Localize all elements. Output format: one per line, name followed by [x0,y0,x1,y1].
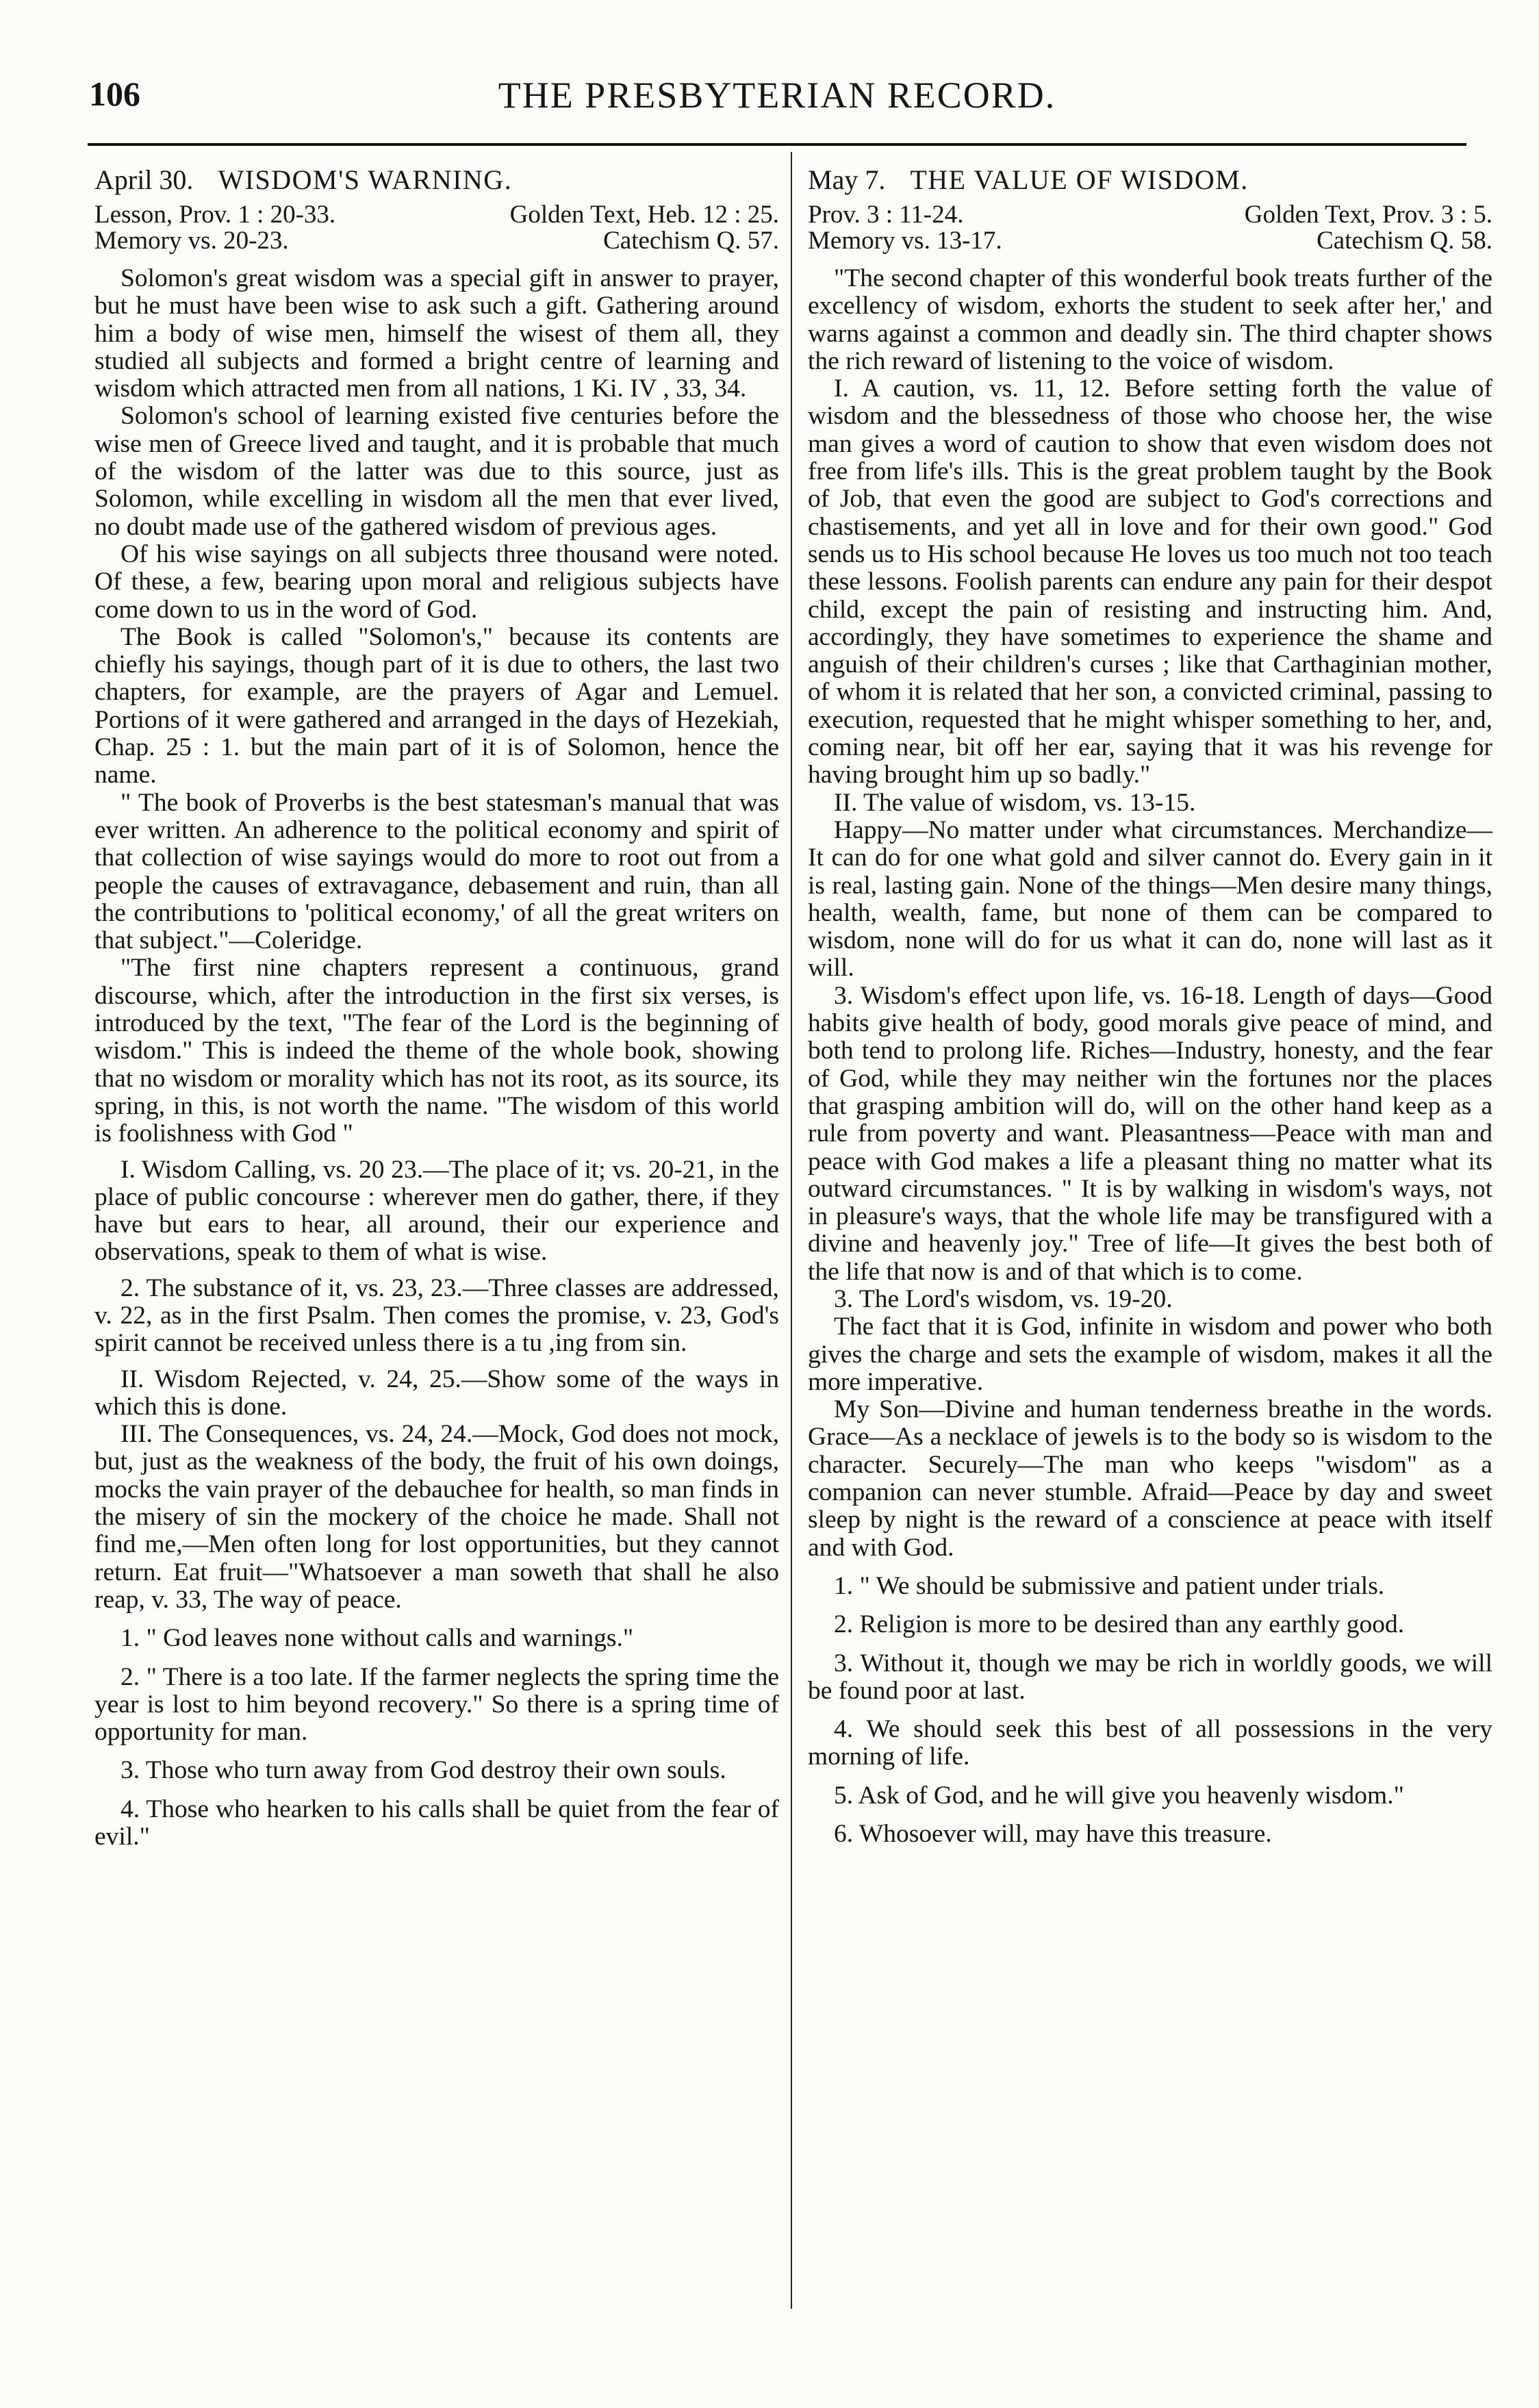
paragraph: II. The value of wisdom, vs. 13-15. [834,788,1196,817]
list-item: 6. Whosoever will, may have this treasure. [834,1820,1272,1849]
list-item: 2. Religion is more to be desired than any earthly good. [834,1610,1405,1639]
lesson-date: May 7. [808,164,886,195]
list-item: 5. Ask of God, and he will give you heavenly wisdom." [834,1781,1404,1810]
list-item: 1. " God leaves none without calls and warnings." [120,1624,634,1653]
list-item: 4. We should seek this best of all possessions in the very morning of life. [808,1715,1492,1771]
lesson-heading [808,161,1492,199]
list-item: 3. Those who turn away from God destroy their own souls. [120,1756,726,1785]
paragraph: "The first nine chapters represent a continuous, grand discourse, which, after the introduction in the first six verses, is introduced by the text, "The fear of the Lord is the beginning of wisdom." This is indeed the theme of the whole book, showing that no wisdom or morality which has not its root, as its source, its spring, in this, is not worth the name. "The wisdom of this world is foolishness with God " [94,954,779,1148]
lesson-title: THE VALUE OF WISDOM. [910,164,1249,195]
paragraph: " The book of Proverbs is the best statesman's manual that was ever written. An adherence to the political economy and spirit of that collection of wise sayings would do more to root out from a people the causes of extravagance, debasement and ruin, than all the contributions to 'political economy,' of all the great writers on that subject."—Coleridge. [94,788,779,955]
paragraph: Happy—No matter under what circumstances. Merchandize—It can do for one what gold and silver cannot do. Every gain in it is real, lasting gain. None of the things—Men desire many things, health, wealth, fame, but none of them can be compared to wisdom, none will do for us what it can do, none will last as it will. [808,815,1492,983]
paragraph: I. A caution, vs. 11, 12. Before setting forth the value of wisdom and the blessedness of those who choose her, the wise man gives a word of caution to show that even wisdom does not free from life's ills. This is the great problem taught by the Book of Job, that even the good are subject to God's corrections and chastisements, and yet all in love and for their own good." God sends us to His school because He loves us too much not too teach these lessons. Foolish parents can endure any pain for their despot child, except the pain of resisting and instructing him. And, accordingly, they have sometimes to experience the shame and anguish of their children's curses ; like that Carthaginian mother, of whom it is related that her son, a convicted criminal, passing to execution, requested that he might whisper something to her, and, coming near, bit off her ear, saying that it was his revenge for having brought him up so badly." [808,375,1492,789]
lesson-reference: Lesson, Prov. 1 : 20-33. [94,201,336,229]
golden-text: Golden Text, Prov. 3 : 5. [1244,201,1492,229]
lesson-reference: Prov. 3 : 11-24. [808,201,964,229]
right-column [808,161,1492,1848]
journal-title: THE PRESBYTERIAN RECORD. [498,75,1056,116]
list-item: 1. " We should be submissive and patient under trials. [834,1571,1385,1600]
list-item: 3. Without it, though we may be rich in worldly goods, we will be found poor at last. [808,1649,1492,1705]
left-column [94,161,779,1851]
memory-verses: Memory vs. 20-23. [94,227,289,255]
column-divider [791,152,792,2309]
paragraph: III. The Consequences, vs. 24, 24.—Mock, God does not mock, but, just as the weakness of the body, the fruit of his own doings, mocks the vain prayer of the debauchee for health, so man finds in the misery of sin the mockery of the choice he made. Shall not find me,—Men often long for lost opportunities, but they cannot return. Eat fruit—"Whatsoever a man soweth that shall he also reap, v. 33, The way of peace. [94,1420,779,1614]
lesson-date: April 30. [94,164,194,195]
paragraph: Solomon's great wisdom was a special gift in answer to prayer, but he must have been wise to ask such a gift. Gathering around him a body of wise men, himself the wisest of them all, they studied all subjects and formed a bright centre of learning and wisdom which attracted men from all nations, 1 Ki. IV , 33, 34. [94,264,779,403]
paragraph: 3. The Lord's wisdom, vs. 19-20. [834,1284,1173,1313]
lesson-meta [808,202,1492,254]
golden-text: Golden Text, Heb. 12 : 25. [509,201,779,229]
running-head [89,74,1465,129]
page-number: 106 [89,75,140,113]
list-item: 4. Those who hearken to his calls shall be quiet from the fear of evil." [94,1795,779,1851]
paragraph: Of his wise sayings on all subjects three thousand were noted. Of these, a few, bearing upon moral and religious subjects have come down to us in the word of God. [94,540,779,624]
paragraph: 2. The substance of it, vs. 23, 23.—Three classes are addressed, v. 22, as in the first Psalm. Then comes the promise, v. 23, God's spirit cannot be received unless there is a tu ,ing from sin. [94,1273,779,1358]
list-item: 2. " There is a too late. If the farmer neglects the spring time the year is lost to him beyond recovery." So there is a spring time of opportunity for man. [94,1662,779,1747]
paragraph: II. Wisdom Rejected, v. 24, 25.—Show some of the ways in which this is done. [94,1365,779,1421]
paragraph: The Book is called "Solomon's," because its contents are chiefly his sayings, though part of it is due to others, the last two chapters, for example, are the prayers of Agar and Lemuel. Portions of it were gathered and arranged in the days of Hezekiah, Chap. 25 : 1. but the main part of it is of Solomon, hence the name. [94,622,779,789]
lesson-heading [94,161,779,199]
paragraph: My Son—Divine and human tenderness breathe in the words. Grace—As a necklace of jewels is to the body so is wisdom to the character. Securely—The man who keeps "wisdom" as a companion can never stumble. Afraid—Peace by day and sweet sleep by night is the reward of a conscience at peace with itself and with God. [808,1395,1492,1562]
paragraph: The fact that it is God, infinite in wisdom and power who both gives the charge and sets the example of wisdom, makes it all the more imperative. [808,1313,1492,1396]
paragraph: 3. Wisdom's effect upon life, vs. 16-18. Length of days—Good habits give health of body, good morals give peace of mind, and both tend to prolong life. Riches—Industry, honesty, and the fear of God, while they may neither win the fortunes nor the places that grasping ambition will do, will on the other hand keep as a rule from poverty and want. Pleasantness—Peace with man and peace with God makes a life a pleasant thing no matter what its outward circumstances. " It is by walking in wisdom's ways, not in pleasure's ways, that the whole life may be transfigured with a divine and heavenly joy." Tree of life—It gives the best both of the life that now is and of that which is to come. [808,981,1492,1286]
header-rule [88,143,1466,146]
paragraph: I. Wisdom Calling, vs. 20 23.—The place of it; vs. 20-21, in the place of public concourse : wherever men do gather, there, if they have but ears to hear, all around, their our experience and observations, speak to them of what is wise. [94,1155,779,1267]
memory-verses: Memory vs. 13-17. [808,227,1002,255]
paragraph: "The second chapter of this wonderful book treats further of the excellency of wisdom, exhorts the student to seek after her,' and warns against a common and deadly sin. The third chapter shows the rich reward of listening to the voice of wisdom. [808,264,1492,375]
paragraph: Solomon's school of learning existed five centuries before the wise men of Greece lived and taught, and it is probable that much of the wisdom of the latter was due to this source, just as Solomon, while excelling in wisdom all the men that ever lived, no doubt made use of the gathered wisdom of previous ages. [94,402,779,541]
lesson-title: WISDOM'S WARNING. [218,164,513,195]
catechism: Catechism Q. 57. [603,227,779,255]
catechism: Catechism Q. 58. [1317,227,1492,255]
lesson-meta [94,202,779,254]
